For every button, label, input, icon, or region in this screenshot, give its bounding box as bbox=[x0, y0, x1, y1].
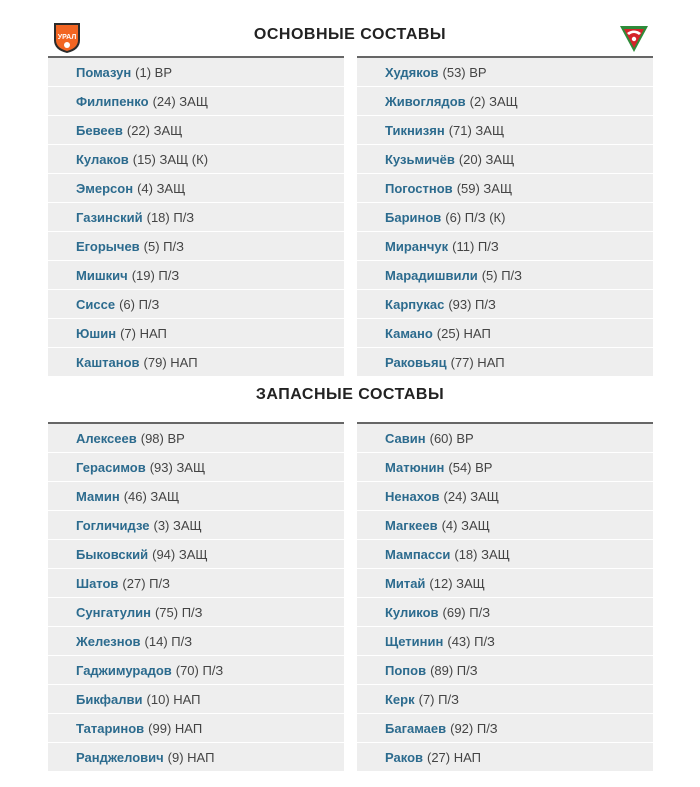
list-item bbox=[357, 685, 653, 714]
player-name[interactable]: Ранджелович bbox=[76, 749, 164, 765]
list-item bbox=[48, 424, 344, 453]
player-name[interactable]: Юшин bbox=[76, 325, 117, 341]
list-item bbox=[357, 540, 653, 569]
list-item bbox=[357, 348, 653, 377]
list-item bbox=[48, 540, 344, 569]
player-info: (12) ЗАЩ bbox=[429, 575, 485, 591]
player-info: (20) ЗАЩ bbox=[458, 151, 515, 167]
list-item bbox=[48, 290, 344, 319]
list-item bbox=[48, 232, 344, 261]
player-info: (54) ВР bbox=[448, 459, 493, 475]
list-item bbox=[48, 145, 344, 174]
player-name[interactable]: Мампасси bbox=[385, 546, 451, 562]
list-item bbox=[48, 511, 344, 540]
player-info: (24) ЗАЩ bbox=[443, 488, 499, 504]
list-item bbox=[48, 319, 344, 348]
list-item bbox=[357, 174, 653, 203]
player-info: (7) П/З bbox=[418, 691, 459, 707]
home-starting-list bbox=[48, 56, 344, 377]
player-info: (89) П/З bbox=[430, 662, 478, 678]
substitutes-title: ЗАПАСНЫЕ СОСТАВЫ bbox=[255, 386, 445, 403]
player-name[interactable]: Гогличидзе bbox=[76, 517, 150, 533]
substitutes-header bbox=[0, 376, 700, 422]
list-item bbox=[48, 482, 344, 511]
player-info: (1) ВР bbox=[135, 64, 173, 80]
list-item bbox=[357, 482, 653, 511]
list-item bbox=[48, 87, 344, 116]
player-info: (22) ЗАЩ bbox=[126, 122, 183, 138]
player-info: (98) ВР bbox=[140, 430, 185, 446]
player-name[interactable]: Раковьяц bbox=[385, 354, 447, 370]
list-item bbox=[357, 424, 653, 453]
player-info: (60) ВР bbox=[429, 430, 474, 446]
player-info: (7) НАП bbox=[120, 325, 167, 341]
player-info: (6) П/З (К) bbox=[445, 209, 506, 225]
list-item bbox=[48, 743, 344, 772]
player-info: (9) НАП bbox=[167, 749, 215, 765]
list-item bbox=[357, 232, 653, 261]
away-starting-list bbox=[357, 56, 653, 377]
list-item bbox=[48, 261, 344, 290]
player-info: (2) ЗАЩ bbox=[469, 93, 518, 109]
player-info: (27) НАП bbox=[427, 749, 481, 765]
player-info: (10) НАП bbox=[146, 691, 201, 707]
player-name[interactable]: Тикнизян bbox=[385, 122, 445, 138]
player-info: (93) П/З bbox=[448, 296, 496, 312]
player-info: (3) ЗАЩ bbox=[153, 517, 202, 533]
player-name[interactable]: Бевеев bbox=[76, 122, 123, 138]
list-item bbox=[357, 511, 653, 540]
player-name[interactable]: Мишкич bbox=[76, 267, 128, 283]
player-info: (46) ЗАЩ bbox=[123, 488, 180, 504]
player-info: (53) ВР bbox=[442, 64, 487, 80]
list-item bbox=[357, 87, 653, 116]
list-item bbox=[48, 714, 344, 743]
player-name[interactable]: Худяков bbox=[385, 64, 439, 80]
list-item bbox=[357, 319, 653, 348]
player-info: (5) П/З bbox=[143, 238, 184, 254]
player-info: (69) П/З bbox=[442, 604, 491, 620]
substitutes-lineups bbox=[0, 422, 700, 765]
list-item bbox=[357, 598, 653, 627]
player-info: (18) ЗАЩ bbox=[454, 546, 510, 562]
player-name[interactable]: Багамаев bbox=[385, 720, 447, 736]
list-item bbox=[48, 348, 344, 377]
player-name[interactable]: Карпукас bbox=[385, 296, 445, 312]
home-subs-list bbox=[48, 422, 344, 772]
player-name[interactable]: Магкеев bbox=[385, 517, 438, 533]
player-name[interactable]: Филипенко bbox=[76, 93, 149, 109]
player-name[interactable]: Баринов bbox=[385, 209, 442, 225]
list-item bbox=[357, 203, 653, 232]
list-item bbox=[357, 261, 653, 290]
player-name[interactable]: Помазун bbox=[76, 64, 132, 80]
player-name[interactable]: Щетинин bbox=[385, 633, 444, 649]
player-info: (43) П/З bbox=[447, 633, 495, 649]
player-name[interactable]: Татаринов bbox=[76, 720, 145, 736]
player-name[interactable]: Эмерсон bbox=[76, 180, 134, 196]
player-name[interactable]: Быковский bbox=[76, 546, 149, 562]
player-name[interactable]: Матюнин bbox=[385, 459, 445, 475]
player-name[interactable]: Мамин bbox=[76, 488, 120, 504]
svg-text:УРАЛ: УРАЛ bbox=[57, 34, 77, 41]
player-name[interactable]: Сиссе bbox=[76, 296, 116, 312]
player-name[interactable]: Герасимов bbox=[76, 459, 146, 475]
player-name[interactable]: Егорычев bbox=[76, 238, 140, 254]
player-info: (5) П/З bbox=[481, 267, 523, 283]
player-info: (4) ЗАЩ bbox=[137, 180, 186, 196]
list-item bbox=[357, 145, 653, 174]
lokomotiv-logo-icon bbox=[617, 20, 651, 54]
player-name[interactable]: Кузьмичёв bbox=[385, 151, 455, 167]
player-info: (24) ЗАЩ bbox=[152, 93, 209, 109]
player-info: (94) ЗАЩ bbox=[152, 546, 208, 562]
player-info: (4) ЗАЩ bbox=[441, 517, 490, 533]
list-item bbox=[357, 656, 653, 685]
player-info: (59) ЗАЩ bbox=[456, 180, 513, 196]
list-item bbox=[48, 203, 344, 232]
player-name[interactable]: Кулаков bbox=[76, 151, 129, 167]
list-item bbox=[357, 453, 653, 482]
player-name[interactable]: Миранчук bbox=[385, 238, 449, 254]
player-info: (6) П/З bbox=[119, 296, 160, 312]
list-item bbox=[48, 656, 344, 685]
player-info: (11) П/З bbox=[452, 238, 499, 254]
player-name[interactable]: Каштанов bbox=[76, 354, 140, 370]
player-info: (71) ЗАЩ bbox=[448, 122, 505, 138]
list-item bbox=[48, 116, 344, 145]
list-item bbox=[357, 116, 653, 145]
player-name[interactable]: Гаджимурадов bbox=[76, 662, 172, 678]
list-item bbox=[357, 714, 653, 743]
away-subs-list bbox=[357, 422, 653, 772]
list-item bbox=[48, 174, 344, 203]
player-info: (19) П/З bbox=[131, 267, 180, 283]
player-name[interactable]: Куликов bbox=[385, 604, 439, 620]
player-name[interactable]: Попов bbox=[385, 662, 427, 678]
player-info: (79) НАП bbox=[143, 354, 198, 370]
player-name[interactable]: Бикфалви bbox=[76, 691, 143, 707]
list-item bbox=[48, 598, 344, 627]
player-name[interactable]: Железнов bbox=[76, 633, 141, 649]
player-name[interactable]: Савин bbox=[385, 430, 426, 446]
player-name[interactable]: Керк bbox=[385, 691, 415, 707]
player-name[interactable]: Камано bbox=[385, 325, 433, 341]
player-info: (14) П/З bbox=[144, 633, 193, 649]
player-info: (25) НАП bbox=[436, 325, 491, 341]
player-name[interactable]: Газинский bbox=[76, 209, 143, 225]
list-item bbox=[357, 627, 653, 656]
list-item bbox=[48, 453, 344, 482]
player-info: (27) П/З bbox=[122, 575, 170, 591]
list-item bbox=[48, 569, 344, 598]
player-info: (75) П/З bbox=[154, 604, 203, 620]
player-name[interactable]: Марадишвили bbox=[385, 267, 478, 283]
player-info: (92) П/З bbox=[450, 720, 498, 736]
player-name[interactable]: Живоглядов bbox=[385, 93, 466, 109]
starting-lineups-header bbox=[0, 0, 700, 56]
player-name[interactable]: Алексеев bbox=[76, 430, 137, 446]
list-item bbox=[357, 569, 653, 598]
list-item bbox=[357, 743, 653, 772]
list-item bbox=[357, 290, 653, 319]
starting-lineups-title: ОСНОВНЫЕ СОСТАВЫ bbox=[253, 26, 447, 43]
list-item bbox=[48, 58, 344, 87]
starting-lineups bbox=[0, 56, 700, 376]
player-name[interactable]: Митай bbox=[385, 575, 426, 591]
player-name[interactable]: Погостнов bbox=[385, 180, 453, 196]
player-info: (99) НАП bbox=[148, 720, 203, 736]
list-item bbox=[48, 685, 344, 714]
player-info: (93) ЗАЩ bbox=[149, 459, 206, 475]
list-item bbox=[357, 58, 653, 87]
player-info: (70) П/З bbox=[175, 662, 224, 678]
list-item bbox=[48, 627, 344, 656]
player-name[interactable]: Сунгатулин bbox=[76, 604, 151, 620]
player-name[interactable]: Раков bbox=[385, 749, 423, 765]
player-name[interactable]: Шатов bbox=[76, 575, 119, 591]
player-name[interactable]: Ненахов bbox=[385, 488, 440, 504]
player-info: (77) НАП bbox=[450, 354, 505, 370]
player-info: (15) ЗАЩ (К) bbox=[132, 151, 209, 167]
player-info: (18) П/З bbox=[146, 209, 195, 225]
